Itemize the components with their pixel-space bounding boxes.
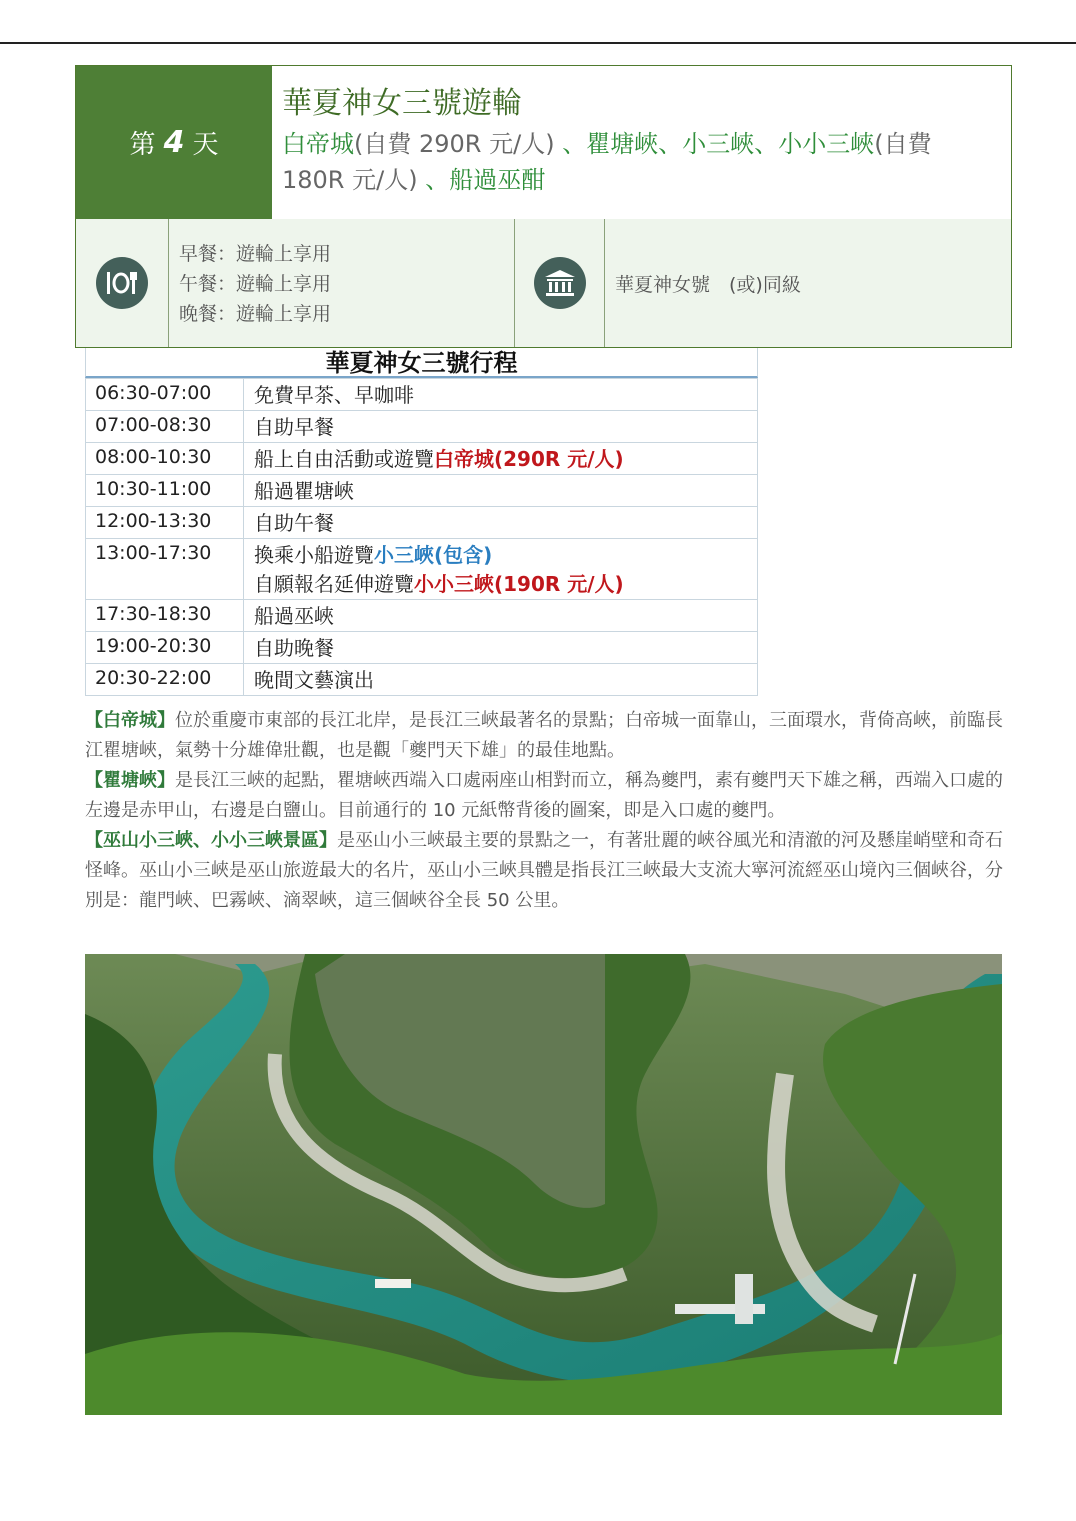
route-part2-price: (自費 — [874, 130, 932, 158]
row-time: 10:30-11:00 — [86, 475, 244, 507]
table-row — [86, 664, 758, 696]
row-activity: 自助午餐 — [244, 507, 758, 539]
hotel-building-icon — [534, 257, 586, 309]
row-time: 19:00-20:30 — [86, 632, 244, 664]
lunch-text: 午餐：遊輪上享用 — [179, 273, 332, 295]
day-prefix: 第 — [129, 130, 156, 160]
row-time: 08:00-10:30 — [86, 443, 244, 475]
row-highlight: 小三峽(包含) — [374, 543, 493, 567]
gorge-photo — [85, 954, 1002, 1415]
description-text: 是長江三峽的起點，瞿塘峽西端入口處兩座山相對而立，稱為夔門，素有夔門天下雄之稱，西端入口處的左邊是赤甲山，右邊是白鹽山。目前通行的 10 元紙幣背後的圖案，即是入口處的夔門。 — [85, 770, 1003, 821]
dinner-text: 晚餐：遊輪上享用 — [179, 303, 332, 325]
info-row — [75, 219, 1012, 348]
route-part1-price: (自費 290R 元/人) — [354, 130, 555, 158]
route-part3: 、船過巫酣 — [425, 166, 546, 194]
table-row — [86, 475, 758, 507]
description-label: 【巫山小三峽、小小三峽景區】 — [85, 830, 337, 851]
hotel-icon-cell — [514, 219, 605, 347]
day-number: 4 — [163, 125, 185, 160]
row-activity: 換乘小船遊覽 — [254, 543, 374, 567]
table-row — [86, 507, 758, 539]
row-time: 20:30-22:00 — [86, 664, 244, 696]
row-time: 06:30-07:00 — [86, 379, 244, 411]
row-activity: 船上自由活動或遊覽 — [254, 447, 434, 471]
meals-list — [169, 219, 514, 347]
row-activity: 自助晚餐 — [244, 632, 758, 664]
row-time: 07:00-08:30 — [86, 411, 244, 443]
day-badge — [76, 66, 272, 219]
row-activity-2: 自願報名延伸遊覽 — [254, 572, 414, 596]
table-row — [86, 632, 758, 664]
row-time: 17:30-18:30 — [86, 600, 244, 632]
row-activity: 自助早餐 — [244, 411, 758, 443]
description-paragraph — [85, 766, 1005, 826]
description-text: 是巫山小三峽最主要的景點之一，有著壯麗的峽谷風光和清澈的河及懸崖峭壁和奇石怪峰。巫山小三峽是巫山旅遊最大的名片，巫山小三峽具體是指長江三峽最大支流大寧河流經巫山境內三個峽谷，分別是：龍門峽、巴霧峽、滴翠峽，這三個峽谷全長 50 公里。 — [85, 830, 1003, 911]
description-block — [85, 706, 1005, 916]
description-label: 【白帝城】 — [85, 710, 175, 731]
day-suffix: 天 — [192, 130, 219, 160]
row-time: 13:00-17:30 — [86, 539, 244, 600]
route-part2: 、瞿塘峽、小三峽、小小三峽 — [562, 130, 875, 158]
title-box — [272, 66, 1011, 219]
description-label: 【瞿塘峽】 — [85, 770, 175, 791]
table-row — [86, 379, 758, 411]
restaurant-icon — [96, 257, 148, 309]
row-activity-cell — [244, 539, 758, 600]
row-highlight: 白帝城(290R 元/人) — [434, 447, 624, 471]
row-activity: 晚間文藝演出 — [244, 664, 758, 696]
schedule-table — [85, 348, 758, 696]
row-time: 12:00-13:30 — [86, 507, 244, 539]
hotel-text: 華夏神女號 (或)同級 — [605, 219, 1011, 347]
top-rule — [0, 42, 1076, 44]
table-row — [86, 600, 758, 632]
description-paragraph — [85, 826, 1005, 916]
row-activity: 船過巫峽 — [244, 600, 758, 632]
table-row — [86, 411, 758, 443]
row-activity: 船過瞿塘峽 — [244, 475, 758, 507]
description-paragraph — [85, 706, 1005, 766]
description-text: 位於重慶市東部的長江北岸，是長江三峽最著名的景點；白帝城一面靠山，三面環水，背倚高峽，前臨長江瞿塘峽，氣勢十分雄偉壯觀，也是觀「夔門天下雄」的最佳地點。 — [85, 710, 1003, 761]
route-part1: 白帝城 — [282, 130, 354, 158]
route-part3-price: 180R 元/人) — [282, 166, 418, 194]
route-line — [282, 126, 1001, 198]
table-row — [86, 443, 758, 475]
meals-icon-cell — [76, 219, 169, 347]
row-highlight-2: 小小三峽(190R 元/人) — [414, 572, 624, 596]
row-activity-cell — [244, 443, 758, 475]
table-row — [86, 539, 758, 600]
schedule-title: 華夏神女三號行程 — [85, 348, 758, 378]
page-title: 華夏神女三號遊輪 — [282, 86, 522, 121]
row-activity: 免費早茶、早咖啡 — [244, 379, 758, 411]
breakfast-text: 早餐：遊輪上享用 — [179, 243, 332, 265]
day-header — [75, 65, 1012, 220]
